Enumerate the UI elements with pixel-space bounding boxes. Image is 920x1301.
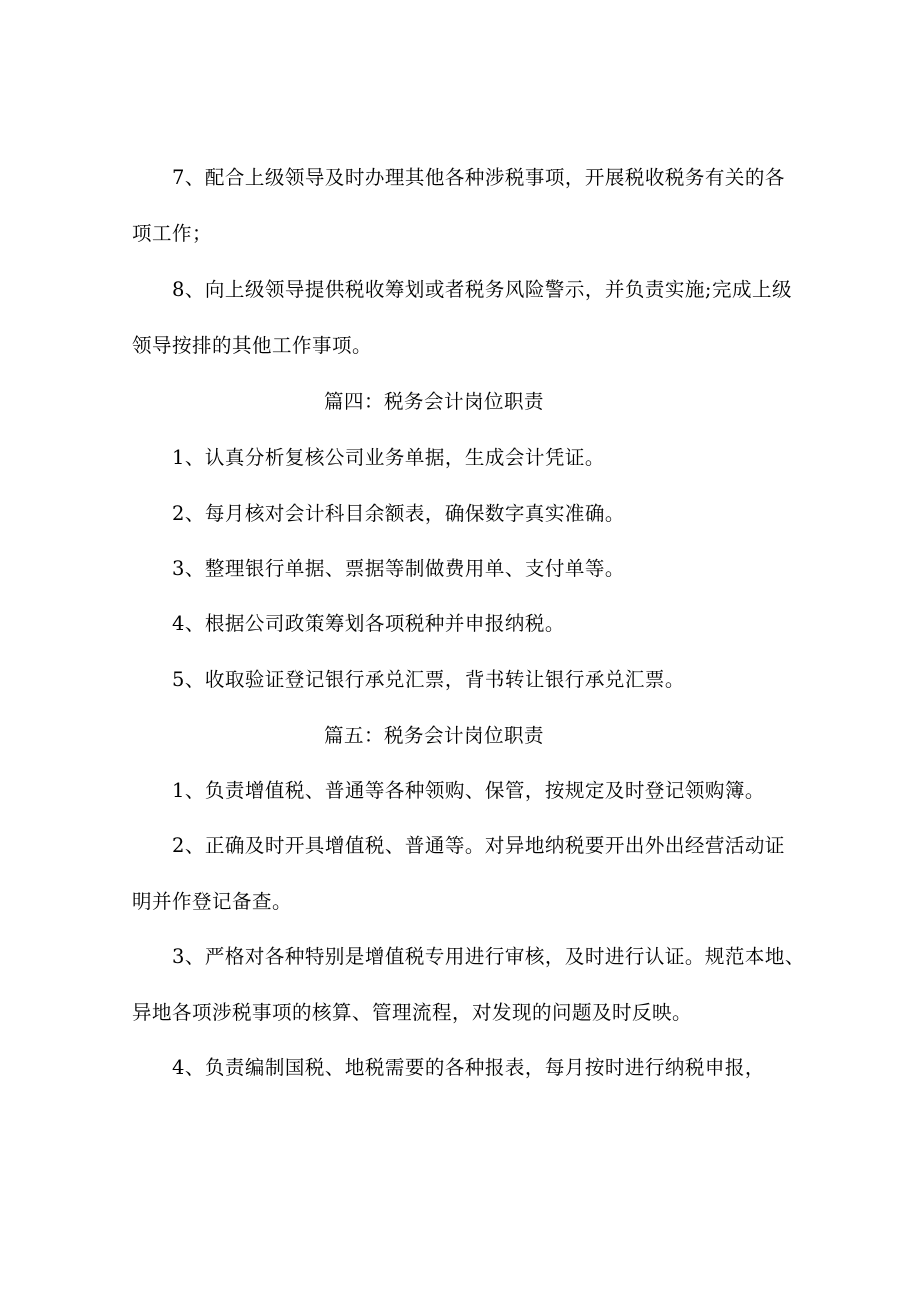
section-four-item-5: 5、收取验证登记银行承兑汇票，背书转让银行承兑汇票。 [172,668,685,691]
section-four-item-2: 2、每月核对会计科目余额表，确保数字真实准确。 [172,502,625,525]
section-four-item-3: 3、整理银行单据、票据等制做费用单、支付单等。 [172,557,625,580]
section-five-item-3-line-1: 3、严格对各种特别是增值税专用进行审核，及时进行认证。规范本地、 [172,945,805,968]
paragraph-8-line-1: 8、向上级领导提供税收筹划或者税务风险警示，并负责实施;完成上级 [172,278,792,301]
section-five-item-4-line-1: 4、负责编制国税、地税需要的各种报表，每月按时进行纳税申报， [172,1056,765,1079]
section-four-item-1: 1、认真分析复核公司业务单据，生成会计凭证。 [172,446,605,469]
paragraph-7-line-1: 7、配合上级领导及时办理其他各种涉税事项，开展税收税务有关的各 [172,166,785,189]
section-five-item-1: 1、负责增值税、普通等各种领购、保管，按规定及时登记领购簿。 [172,779,765,802]
paragraph-8-line-2: 领导按排的其他工作事项。 [132,334,373,357]
section-five-item-2-line-1: 2、正确及时开具增值税、普通等。对异地纳税要开出外出经营活动证 [172,834,785,857]
section-heading-five: 篇五：税务会计岗位职责 [324,724,545,747]
section-five-item-3-line-2: 异地各项涉税事项的核算、管理流程，对发现的问题及时反映。 [132,1001,693,1024]
paragraph-7-line-2: 项工作； [132,222,213,245]
section-four-item-4: 4、根据公司政策筹划各项税种并申报纳税。 [172,612,565,635]
section-heading-four: 篇四：税务会计岗位职责 [324,390,545,413]
section-five-item-2-line-2: 明并作登记备查。 [132,890,293,913]
